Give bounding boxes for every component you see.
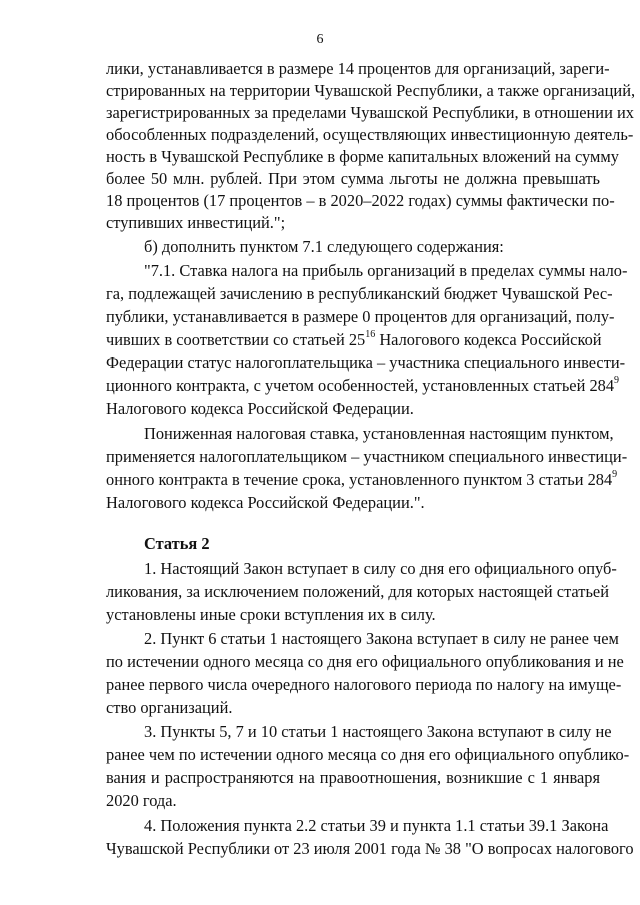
text-line: ликования, за исключением положений, для которых настоящей статьей xyxy=(106,582,609,601)
text-line: ступивших инвестиций."; xyxy=(106,213,286,232)
text-line: Чувашской Республики от 23 июля 2001 года № 38 "О вопросах налогового xyxy=(106,839,634,858)
text-line: Федерации статус налогоплательщика – участника специального инвести- xyxy=(106,353,626,372)
text-line: стрированных на территории Чувашской Республики, а также организаций, xyxy=(106,81,636,100)
text-line: Пониженная налоговая ставка, установленная настоящим пунктом, xyxy=(144,424,614,443)
superscript: 9 xyxy=(612,469,618,480)
superscript: 16 xyxy=(365,329,376,340)
text-line: зарегистрированных за пределами Чувашской Республики, в отношении их xyxy=(106,103,634,122)
text-line-with-superscript xyxy=(106,375,620,397)
text-line: применяется налогоплательщиком – участником специального инвестици- xyxy=(106,447,628,466)
text-line: Налогового кодекса Российской Федерации.". xyxy=(106,493,425,512)
text-line: ранее первого числа очередного налогового периода по налогу на имуще- xyxy=(106,675,622,694)
text-fragment: Налогового кодекса Российской xyxy=(379,330,602,349)
text-line: лики, устанавливается в размере 14 процентов для организаций, зареги- xyxy=(106,59,610,78)
text-line: га, подлежащей зачислению в республиканский бюджет Чувашской Рес- xyxy=(106,284,613,303)
text-line: ство организаций. xyxy=(106,698,233,717)
article-heading: Статья 2 xyxy=(144,534,210,553)
text-line: "7.1. Ставка налога на прибыль организаций в пределах суммы нало- xyxy=(144,261,628,280)
text-line: публики, устанавливается в размере 0 процентов для организаций, полу- xyxy=(106,307,615,326)
text-line: обособленных подразделений, осуществляющих инвестиционную деятель- xyxy=(106,125,634,144)
superscript: 9 xyxy=(614,375,620,386)
text-line: 2. Пункт 6 статьи 1 настоящего Закона вступает в силу не ранее чем xyxy=(144,629,619,648)
text-fragment: ционного контракта, с учетом особенностей, установленных статьей 284 xyxy=(106,376,615,395)
text-line-with-superscript xyxy=(106,329,600,351)
text-line-with-superscript xyxy=(106,469,618,491)
page-number: 6 xyxy=(316,32,324,47)
text-line: б) дополнить пунктом 7.1 следующего содержания: xyxy=(144,237,504,256)
text-line: 2020 года. xyxy=(106,791,177,810)
text-line: ранее чем по истечении одного месяца со дня его официального опублико- xyxy=(106,745,630,764)
text-line: 3. Пункты 5, 7 и 10 статьи 1 настоящего Закона вступают в силу не xyxy=(144,722,612,741)
text-line: 4. Положения пункта 2.2 статьи 39 и пункта 1.1 статьи 39.1 Закона xyxy=(144,816,609,835)
text-fragment: чивших в соответствии со статьей 25 xyxy=(106,330,366,349)
text-line: вания и распространяются на правоотношения, возникшие с 1 января xyxy=(106,768,600,787)
text-fragment: онного контракта в течение срока, установленного пунктом 3 статьи 284 xyxy=(106,470,613,489)
text-line: Налогового кодекса Российской Федерации. xyxy=(106,399,414,418)
text-line: ность в Чувашской Республике в форме капитальных вложений на сумму xyxy=(106,147,619,166)
text-line: более 50 млн. рублей. При этом сумма льготы не должна превышать xyxy=(106,169,600,188)
text-line: установлены иные сроки вступления их в силу. xyxy=(106,605,436,624)
text-line: по истечении одного месяца со дня его официального опубликования и не xyxy=(106,652,624,671)
text-line: 1. Настоящий Закон вступает в силу со дня его официального опуб- xyxy=(144,559,617,578)
text-line: 18 процентов (17 процентов – в 2020–2022 годах) суммы фактически по- xyxy=(106,191,615,210)
